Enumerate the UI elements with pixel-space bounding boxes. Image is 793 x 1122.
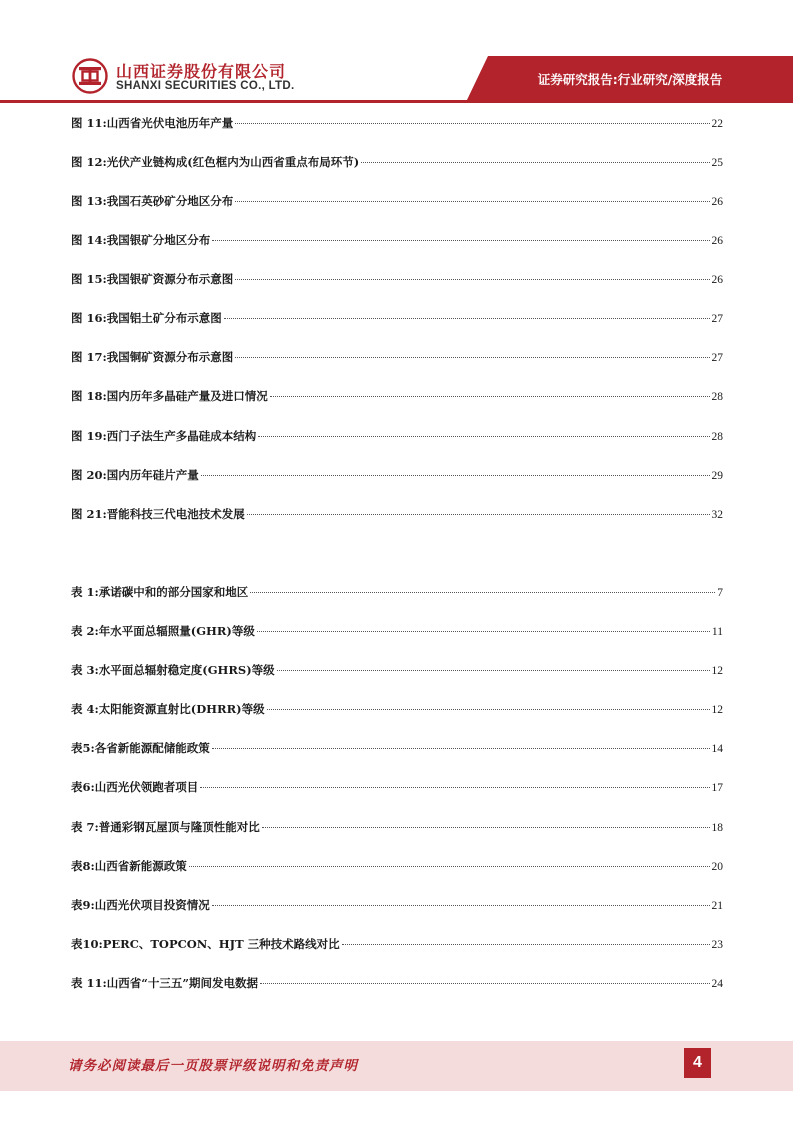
header-divider xyxy=(0,100,793,103)
toc-figure-entry[interactable] xyxy=(71,271,723,289)
toc-label: 图 20:国内历年硅片产量 xyxy=(71,468,199,482)
dot-leader xyxy=(361,162,709,163)
toc-page-number: 21 xyxy=(711,900,723,912)
dot-leader xyxy=(201,475,710,476)
toc-page-number: 22 xyxy=(711,118,723,130)
dot-leader xyxy=(247,514,710,515)
toc-table-entry[interactable] xyxy=(71,897,723,915)
dot-leader xyxy=(235,357,709,358)
dot-leader xyxy=(235,201,709,202)
toc-table-entry[interactable] xyxy=(71,623,723,641)
toc-page-number: 18 xyxy=(711,822,723,834)
toc-figure-entry[interactable] xyxy=(71,193,723,211)
dot-leader xyxy=(224,318,710,319)
toc-page-number: 27 xyxy=(711,352,723,364)
toc-page-number: 32 xyxy=(711,509,723,521)
toc-label: 图 16:我国铝土矿分布示意图 xyxy=(71,311,222,325)
toc-label: 表 4:太阳能资源直射比(DHRR)等级 xyxy=(71,702,265,716)
toc-label: 图 15:我国银矿资源分布示意图 xyxy=(71,272,234,286)
toc-page-number: 11 xyxy=(711,626,723,638)
toc-label: 表 1:承诺碳中和的部分国家和地区 xyxy=(71,585,249,599)
toc-figure-entry[interactable] xyxy=(71,388,723,406)
toc-label: 表10:PERC、TOPCON、HJT 三种技术路线对比 xyxy=(71,937,340,951)
toc-figure-entry[interactable] xyxy=(71,115,723,133)
toc-table-entry[interactable] xyxy=(71,701,723,719)
toc-figure-entry[interactable] xyxy=(71,349,723,367)
toc-table-entry[interactable] xyxy=(71,779,723,797)
dot-leader xyxy=(257,631,710,632)
toc-figure-entry[interactable] xyxy=(71,154,723,172)
dot-leader xyxy=(235,279,709,280)
dot-leader xyxy=(235,123,709,124)
toc-page-number: 29 xyxy=(711,470,723,482)
dot-leader xyxy=(267,709,710,710)
toc-label: 表9:山西光伏项目投资情况 xyxy=(71,898,210,912)
toc-page-number: 20 xyxy=(711,861,723,873)
toc-table-entry[interactable] xyxy=(71,858,723,876)
toc-page-number: 12 xyxy=(711,665,723,677)
toc-label: 图 18:国内历年多晶硅产量及进口情况 xyxy=(71,389,268,403)
dot-leader xyxy=(260,983,710,984)
toc-figure-entry[interactable] xyxy=(71,232,723,250)
toc-label: 图 17:我国铜矿资源分布示意图 xyxy=(71,350,234,364)
toc-table-entry[interactable] xyxy=(71,936,723,954)
toc-label: 表 2:年水平面总辐照量(GHR)等级 xyxy=(71,624,255,638)
toc-page-number: 25 xyxy=(711,157,723,169)
dot-leader xyxy=(258,436,709,437)
company-name-en: SHANXI SECURITIES CO., LTD. xyxy=(116,80,295,92)
toc-table-entry[interactable] xyxy=(71,819,723,837)
toc-page-number: 14 xyxy=(711,743,723,755)
toc-label: 表8:山西省新能源政策 xyxy=(71,859,187,873)
toc-table-entry[interactable] xyxy=(71,975,723,993)
toc-page-number: 26 xyxy=(711,274,723,286)
toc-label: 表 7:普通彩钢瓦屋顶与隆顶性能对比 xyxy=(71,820,260,834)
dot-leader xyxy=(277,670,710,671)
dot-leader xyxy=(212,748,710,749)
toc-label: 图 12:光伏产业链构成(红色框内为山西省重点布局环节) xyxy=(71,155,360,169)
disclaimer-text: 请务必阅读最后一页股票评级说明和免责声明 xyxy=(68,1058,358,1074)
toc-page-number: 28 xyxy=(711,431,723,443)
toc-page-number: 23 xyxy=(711,939,723,951)
toc-page-number: 7 xyxy=(717,587,723,599)
toc-table-entry[interactable] xyxy=(71,740,723,758)
toc-figure-entry[interactable] xyxy=(71,506,723,524)
dot-leader xyxy=(212,905,710,906)
toc-label: 表 11:山西省“十三五”期间发电数据 xyxy=(71,976,258,990)
page-header xyxy=(0,0,793,105)
toc-page-number: 24 xyxy=(711,978,723,990)
page-number: 4 xyxy=(684,1048,711,1078)
toc-label: 表5:各省新能源配储能政策 xyxy=(71,741,210,755)
toc-page-number: 26 xyxy=(711,196,723,208)
dot-leader xyxy=(262,827,710,828)
toc-figure-entry[interactable] xyxy=(71,428,723,446)
toc-page-number: 28 xyxy=(711,391,723,403)
dot-leader xyxy=(270,396,710,397)
toc-figure-entry[interactable] xyxy=(71,310,723,328)
toc-page-number: 27 xyxy=(711,313,723,325)
report-type: 证券研究报告:行业研究/深度报告 xyxy=(537,72,723,87)
toc-page-number: 17 xyxy=(711,782,723,794)
company-name-cn: 山西证券股份有限公司 xyxy=(116,62,287,81)
dot-leader xyxy=(189,866,710,867)
toc-label: 图 21:晋能科技三代电池技术发展 xyxy=(71,507,245,521)
toc-label: 表6:山西光伏领跑者项目 xyxy=(71,780,199,794)
dot-leader xyxy=(342,944,710,945)
toc-label: 图 11:山西省光伏电池历年产量 xyxy=(71,116,234,130)
dot-leader xyxy=(250,592,715,593)
dot-leader xyxy=(200,787,709,788)
toc-label: 图 14:我国银矿分地区分布 xyxy=(71,233,211,247)
dot-leader xyxy=(212,240,709,241)
toc-table-entry[interactable] xyxy=(71,662,723,680)
toc-label: 图 19:西门子法生产多晶硅成本结构 xyxy=(71,429,257,443)
toc-label: 表 3:水平面总辐射稳定度(GHRS)等级 xyxy=(71,663,275,677)
toc-page-number: 12 xyxy=(711,704,723,716)
toc-figure-entry[interactable] xyxy=(71,467,723,485)
shanxi-securities-logo-icon xyxy=(72,58,108,94)
toc-label: 图 13:我国石英砂矿分地区分布 xyxy=(71,194,234,208)
toc-table-entry[interactable] xyxy=(71,584,723,602)
toc-page-number: 26 xyxy=(711,235,723,247)
